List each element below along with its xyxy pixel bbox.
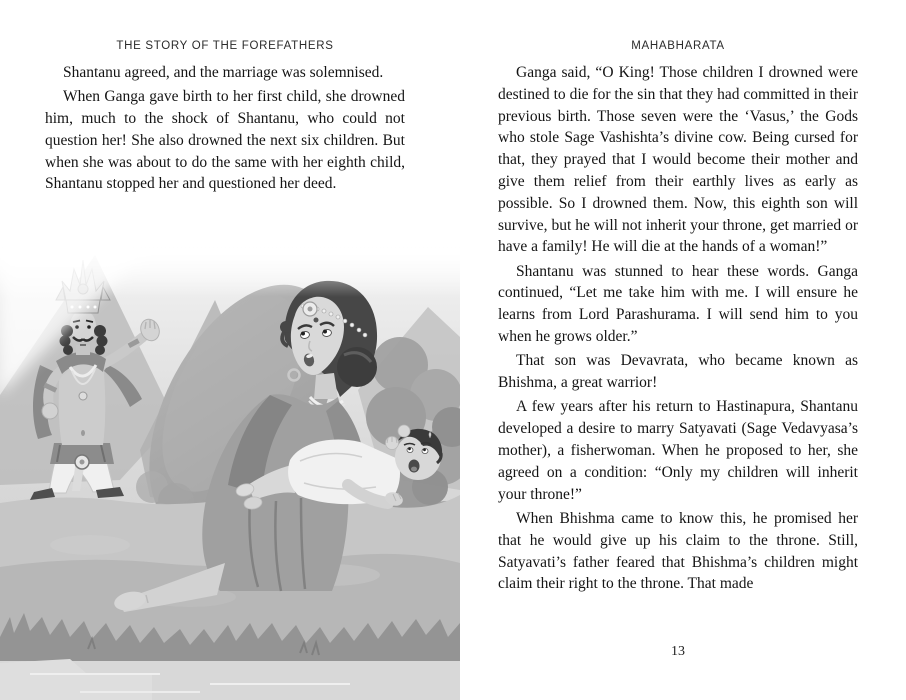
paragraph: That son was Devavrata, who became known as Bhishma, a great warrior!: [498, 352, 858, 392]
paragraph: Shantanu agreed, and the marriage was solemnised.: [63, 64, 384, 81]
right-text-column: [498, 62, 858, 598]
right-running-head: MAHABHARATA: [631, 40, 725, 52]
paragraph: A few years after his return to Hastinapura, Shantanu developed a desire to marry Satyavati (Sage Vedavyasa’s mother), a fisherwoman. When he proposed to her, she agreed on a condition: “Only my children will inherit your throne!”: [498, 398, 858, 503]
left-text-column: [45, 62, 405, 198]
paragraph: When Ganga gave birth to her first child, she drowned him, much to the shock of Shantanu, who could not question her! She also drowned the next six children. But when she was about to do the same with her eighth child, Shantanu stopped her and questioned her deed.: [45, 88, 405, 193]
story-illustration: [0, 245, 460, 700]
paragraph: Ganga said, “O King! Those children I drowned were destined to die for the sin that they had committed in their previous birth. Those seven were the ‘Vasus,’ the Gods who stole Sage Vashishta’s divine cow. Being cursed for that, they prayed that I would become their mother and give them relief from their earthly lives as early as possible. So I drowned them. Now, this eighth son will survive, but he will not inherit your throne, get married or have a family! He will die at the hands of a woman!”: [498, 64, 858, 256]
paragraph: When Bhishma came to know this, he promised her that he would give up his claim to the throne. Still, Satyavati’s father feared that Bhishma’s children might claim their right to the throne. That made: [498, 509, 858, 593]
paragraph: Shantanu was stunned to hear these words. Ganga continued, “Let me take him with me. I will ensure he learns from Lord Parashurama. I will send him to you when he grows older.”: [498, 262, 858, 346]
left-running-head: THE STORY OF THE FOREFATHERS: [116, 40, 334, 52]
page-number: 13: [671, 644, 685, 659]
